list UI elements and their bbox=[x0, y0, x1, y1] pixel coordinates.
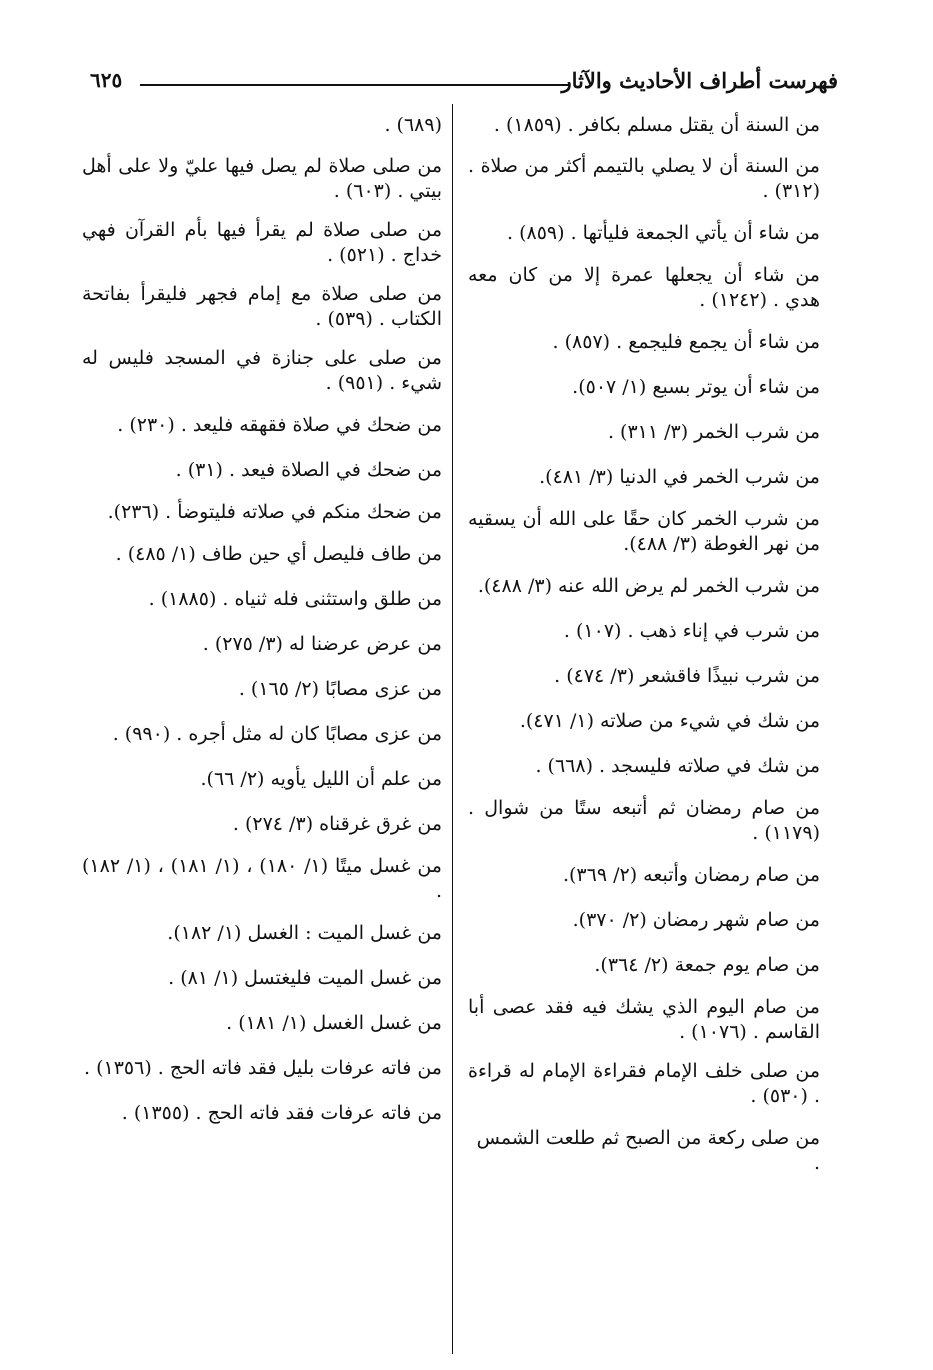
index-entry: من شك في صلاته فليسجد . (٦٦٨) . bbox=[535, 755, 820, 777]
index-entry: من شاء أن يوتر بسبع (١/ ٥٠٧). bbox=[572, 376, 820, 398]
index-entry: من صلى صلاة لم يقرأ فيها بأم القرآن فهي خداج . (٥٢١) . bbox=[82, 219, 442, 266]
index-entry: من فاته عرفات فقد فاته الحج . (١٣٥٥) . bbox=[121, 1102, 442, 1124]
index-entry: من صلى ركعة من الصبح ثم طلعت الشمس . bbox=[476, 1127, 820, 1174]
index-entry: من شاء أن يجمع فليجمع . (٨٥٧) . bbox=[552, 331, 820, 353]
index-entry: من صلى خلف الإمام فقراءة الإمام له قراءة . (٥٣٠) . bbox=[468, 1060, 820, 1107]
index-entry: من شرب الخمر في الدنيا (٣/ ٤٨١). bbox=[539, 466, 820, 488]
index-entry: من طاف فليصل أي حين طاف (١/ ٤٨٥) . bbox=[115, 543, 442, 565]
index-entry: من صام يوم جمعة (٢/ ٣٦٤). bbox=[594, 954, 820, 976]
index-entry: من عزى مصابًا (٢/ ١٦٥) . bbox=[238, 678, 442, 700]
index-entry: من غسل ميتًا (١/ ١٨٠) ، (١/ ١٨١) ، (١/ ١٨٢) . bbox=[82, 855, 442, 902]
index-entry: من شاء أن يجعلها عمرة إلا من كان معه هدي . (١٢٤٢) . bbox=[468, 264, 820, 311]
index-entry: من عزى مصابًا كان له مثل أجره . (٩٩٠) . bbox=[112, 723, 442, 745]
index-entry: من شاء أن يأتي الجمعة فليأتها . (٨٥٩) . bbox=[507, 222, 820, 244]
index-entry: من السنة أن لا يصلي بالتيمم أكثر من صلاة . (٣١٢) . bbox=[468, 155, 820, 202]
index-entry: من ضحك في صلاة فقهقه فليعد . (٢٣٠) . bbox=[117, 414, 442, 436]
right-column bbox=[468, 104, 820, 1186]
index-entry: من صلى على جنازة في المسجد فليس له شيء . (٩٥١) . bbox=[82, 347, 442, 394]
index-entry: من صلى صلاة مع إمام فجهر فليقرأ بفاتحة الكتاب . (٥٣٩) . bbox=[82, 283, 442, 330]
index-entry: من صام رمضان وأتبعه (٢/ ٣٦٩). bbox=[562, 864, 820, 886]
index-entry: من السنة أن يقتل مسلم بكافر . (١٨٥٩) . bbox=[493, 114, 820, 136]
index-entry: من عرض عرضنا له (٣/ ٢٧٥) . bbox=[202, 633, 442, 655]
column-divider bbox=[452, 104, 453, 1354]
index-entry: من صام اليوم الذي يشك فيه فقد عصى أبا القاسم . (١٠٧٦) . bbox=[468, 996, 820, 1043]
index-entry: من شك في شيء من صلاته (١/ ٤٧١). bbox=[519, 710, 820, 732]
index-entry: من غرق غرقناه (٣/ ٢٧٤) . bbox=[232, 813, 442, 835]
page-header bbox=[90, 64, 838, 104]
index-entry: من صام رمضان ثم أتبعه ستًا من شوال . (١١٧٩) . bbox=[468, 797, 820, 844]
index-entry: من شرب الخمر كان حقًا على الله أن يسقيه من نهر الغوطة (٣/ ٤٨٨). bbox=[468, 508, 820, 555]
index-entry: من شرب الخمر (٣/ ٣١١) . bbox=[607, 421, 820, 443]
header-rule bbox=[140, 84, 570, 86]
index-entry: من غسل الميت : الغسل (١/ ١٨٢). bbox=[167, 922, 442, 944]
page-number: ٦٢٥ bbox=[90, 68, 123, 92]
index-entry: من شرب نبيذًا فاقشعر (٣/ ٤٧٤) . bbox=[554, 665, 820, 687]
index-entry: من شرب الخمر لم يرض الله عنه (٣/ ٤٨٨). bbox=[477, 575, 820, 597]
index-entry: من ضحك منكم في صلاته فليتوضأ . (٢٣٦). bbox=[107, 501, 442, 523]
index-entry: من ضحك في الصلاة فيعد . (٣١) . bbox=[175, 459, 442, 481]
index-entry: من فاته عرفات بليل فقد فاته الحج . (١٣٥٦) . bbox=[84, 1057, 442, 1079]
index-entry: من صلى صلاة لم يصل فيها عليّ ولا على أهل بيتي . (٦٠٣) . bbox=[82, 155, 442, 202]
index-entry: من غسل الغسل (١/ ١٨١) . bbox=[226, 1012, 442, 1034]
index-entry: من صام شهر رمضان (٢/ ٣٧٠). bbox=[572, 909, 820, 931]
index-entry: (٦٨٩) . bbox=[384, 114, 442, 136]
index-entry: من غسل الميت فليغتسل (١/ ٨١) . bbox=[168, 967, 442, 989]
left-column bbox=[82, 104, 442, 1136]
index-entry: من شرب في إناء ذهب . (١٠٧) . bbox=[563, 620, 820, 642]
index-entry: من علم أن الليل يأويه (٢/ ٦٦). bbox=[200, 768, 442, 790]
index-entry: من طلق واستثنى فله ثنياه . (١٨٨٥) . bbox=[148, 588, 442, 610]
running-title: فهرست أطراف الأحاديث والآثار bbox=[561, 68, 838, 93]
